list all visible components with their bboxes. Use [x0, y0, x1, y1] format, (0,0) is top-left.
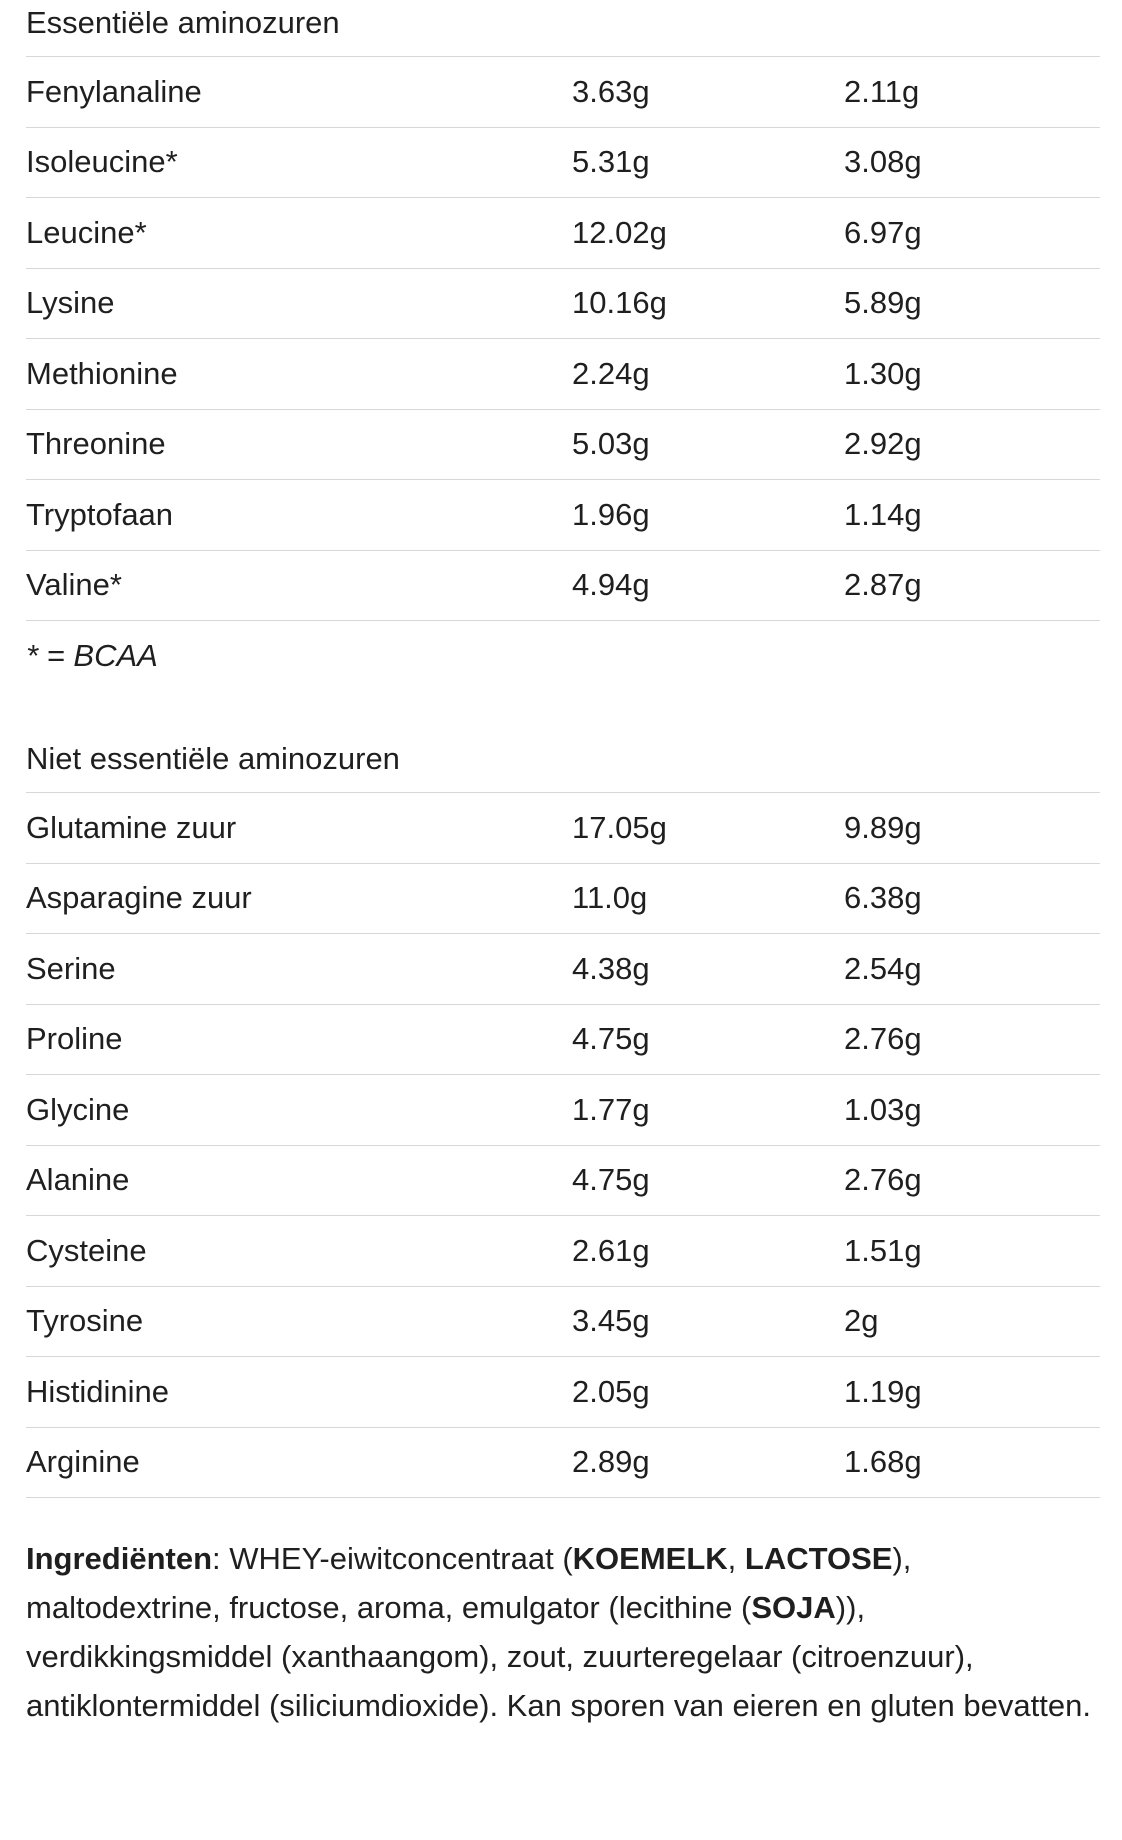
essential-title: Essentiële aminozuren — [26, 0, 1100, 57]
allergen: KOEMELK — [572, 1541, 728, 1576]
table-row — [26, 1287, 1100, 1358]
table-row — [26, 128, 1100, 199]
ingredients-label: Ingrediënten — [26, 1541, 213, 1576]
amount-per-serving: 2.76g — [844, 1162, 922, 1198]
allergen: LACTOSE — [744, 1541, 893, 1576]
amino-name: Lysine — [26, 285, 115, 321]
allergen: SOJA — [751, 1590, 836, 1625]
amino-name: Isoleucine* — [26, 144, 178, 180]
amount-per-100g: 4.94g — [572, 567, 650, 603]
ingredients-part: , — [727, 1541, 745, 1576]
amount-per-100g: 11.0g — [572, 880, 648, 916]
table-row — [26, 934, 1100, 1005]
amino-name: Fenylanaline — [26, 73, 202, 109]
table-row — [26, 339, 1100, 410]
amount-per-serving: 1.03g — [844, 1091, 922, 1127]
amount-per-serving: 2.76g — [844, 1021, 922, 1057]
non-essential-title: Niet essentiële aminozuren — [26, 736, 1100, 793]
amount-per-serving: 2.87g — [844, 567, 922, 603]
essential-table — [26, 57, 1100, 621]
ingredients-part: : WHEY-eiwitconcentraat ( — [212, 1541, 573, 1576]
section-gap — [26, 691, 1100, 736]
nutrition-content — [26, 0, 1100, 1761]
amount-per-serving: 2.54g — [844, 950, 922, 986]
non-essential-table — [26, 793, 1100, 1498]
amount-per-serving: 9.89g — [844, 809, 922, 845]
amount-per-100g: 17.05g — [572, 809, 667, 845]
amount-per-serving: 3.08g — [844, 144, 922, 180]
amount-per-100g: 12.02g — [572, 214, 667, 250]
amount-per-100g: 4.75g — [572, 1162, 650, 1198]
amount-per-100g: 2.61g — [572, 1232, 650, 1268]
amount-per-100g: 4.38g — [572, 950, 650, 986]
table-row — [26, 269, 1100, 340]
table-row — [26, 1146, 1100, 1217]
amount-per-100g: 2.89g — [572, 1444, 650, 1480]
amino-name: Valine* — [26, 567, 122, 603]
table-row — [26, 551, 1100, 622]
amino-name: Arginine — [26, 1444, 140, 1480]
table-row — [26, 1075, 1100, 1146]
amino-name: Threonine — [26, 426, 166, 462]
table-row — [26, 1216, 1100, 1287]
table-row — [26, 198, 1100, 269]
amount-per-serving: 5.89g — [844, 285, 922, 321]
ingredients-text — [26, 1534, 1100, 1730]
amount-per-serving: 2g — [844, 1303, 879, 1339]
bcaa-footnote: * = BCAA — [26, 638, 158, 673]
amino-name: Glycine — [26, 1091, 130, 1127]
table-row — [26, 793, 1100, 864]
amount-per-serving: 1.68g — [844, 1444, 922, 1480]
amount-per-serving: 2.92g — [844, 426, 922, 462]
amino-name: Cysteine — [26, 1232, 147, 1268]
amino-name: Proline — [26, 1021, 123, 1057]
amount-per-100g: 2.24g — [572, 355, 650, 391]
amino-name: Tyrosine — [26, 1303, 144, 1339]
amino-name: Histidinine — [26, 1373, 170, 1409]
amino-name: Methionine — [26, 355, 178, 391]
amount-per-serving: 2.11g — [844, 73, 920, 109]
amount-per-100g: 10.16g — [572, 285, 667, 321]
amino-name: Alanine — [26, 1162, 130, 1198]
table-row — [26, 410, 1100, 481]
amount-per-100g: 5.03g — [572, 426, 650, 462]
table-row — [26, 57, 1100, 128]
amount-per-100g: 1.96g — [572, 496, 650, 532]
amount-per-serving: 1.19g — [844, 1373, 922, 1409]
amino-name: Serine — [26, 950, 116, 986]
amount-per-100g: 5.31g — [572, 144, 650, 180]
table-row — [26, 864, 1100, 935]
amount-per-serving: 6.97g — [844, 214, 922, 250]
ingredients-part: ), maltodextrine, fructose, aroma, emulgator (lecithine ( — [26, 1541, 912, 1625]
amount-per-100g: 4.75g — [572, 1021, 650, 1057]
ingredients-part: )), verdikkingsmiddel (xanthaangom), zout, zuurteregelaar (citroenzuur), antiklontermiddel (siliciumdioxide). Kan sporen van eieren en gluten bevatten. — [26, 1590, 1091, 1723]
amount-per-100g: 3.45g — [572, 1303, 650, 1339]
amino-name: Tryptofaan — [26, 496, 174, 532]
table-row — [26, 480, 1100, 551]
amount-per-serving: 1.30g — [844, 355, 922, 391]
amino-name: Asparagine zuur — [26, 880, 252, 916]
amount-per-100g: 2.05g — [572, 1373, 650, 1409]
table-row — [26, 1357, 1100, 1428]
amount-per-serving: 1.14g — [844, 496, 922, 532]
amino-name: Leucine* — [26, 214, 147, 250]
amount-per-100g: 1.77g — [572, 1091, 650, 1127]
table-row — [26, 1428, 1100, 1499]
amount-per-serving: 1.51g — [844, 1232, 922, 1268]
amount-per-100g: 3.63g — [572, 73, 650, 109]
table-row — [26, 1005, 1100, 1076]
amount-per-serving: 6.38g — [844, 880, 922, 916]
amino-name: Glutamine zuur — [26, 809, 237, 845]
